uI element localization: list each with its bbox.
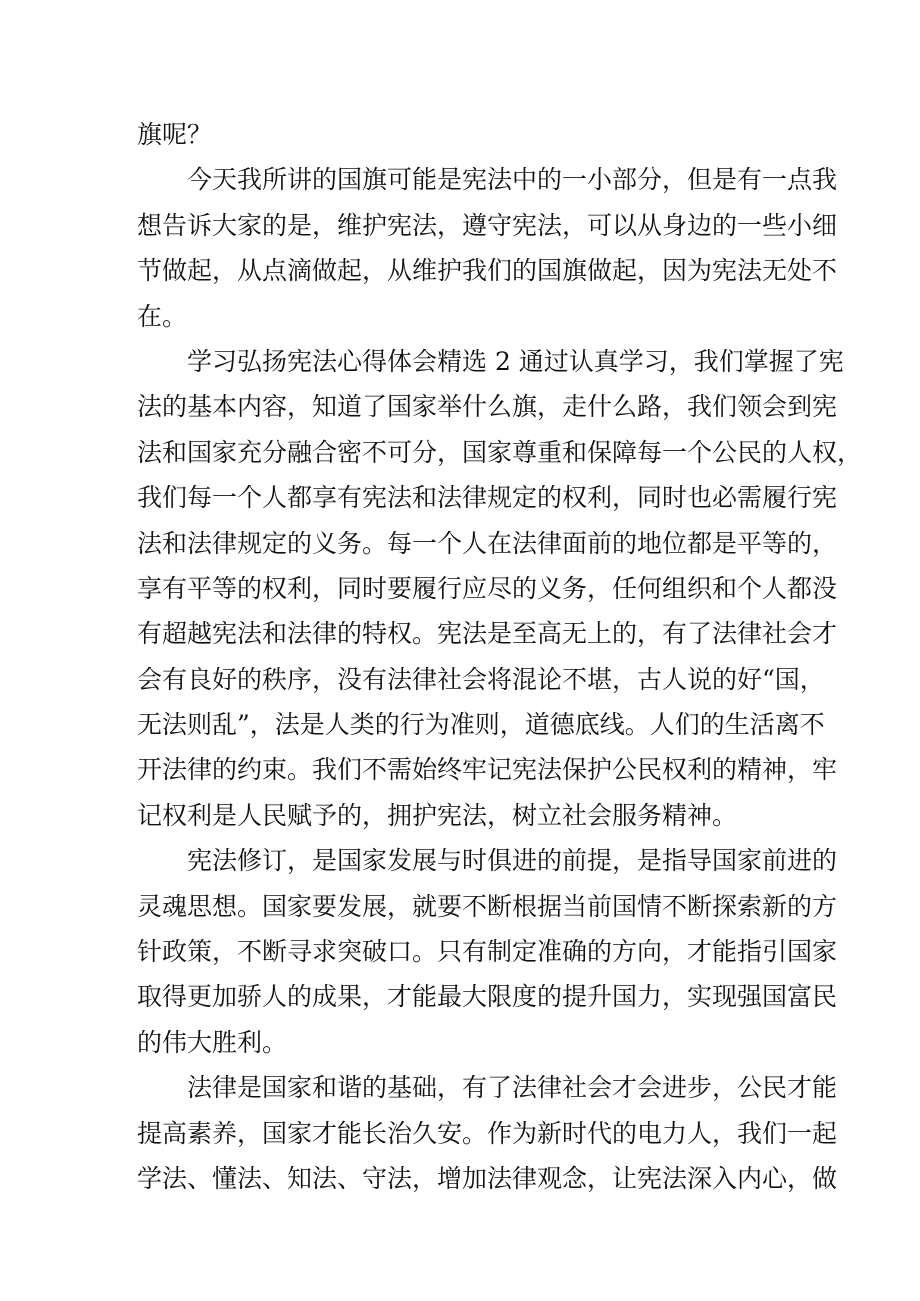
text-line: 有超越宪法和法律的特权。宪法是至高无上的，有了法律社会才 [137, 619, 838, 649]
text-line: 节做起，从点滴做起，从维护我们的国旗做起，因为宪法无处不 [137, 256, 838, 286]
text-line: 享有平等的权利，同时要履行应尽的义务，任何组织和个人都没 [137, 573, 838, 603]
text-line: 今天我所讲的国旗可能是宪法中的一小部分，但是有一点我 [187, 165, 838, 195]
text-line: 法的基本内容，知道了国家举什么旗，走什么路，我们领会到宪 [137, 392, 838, 422]
text-line: 宪法修订，是国家发展与时俱进的前提，是指导国家前进的 [187, 846, 838, 876]
text-line: 会有良好的秩序，没有法律社会将混论不堪，古人说的好“国， [137, 664, 825, 694]
text-line: 的伟大胜利。 [137, 1027, 288, 1057]
text-line: 法和国家充分融合密不可分，国家尊重和保障每一个公民的人权， [137, 437, 863, 467]
text-line: 开法律的约束。我们不需始终牢记宪法保护公民权利的精神，牢 [137, 755, 838, 785]
text-line: 无法则乱”，法是人类的行为准则，道德底线。人们的生活离不 [137, 710, 825, 740]
text-line: 取得更加骄人的成果，才能最大限度的提升国力，实现强国富民 [137, 982, 838, 1012]
text-line: 提高素养，国家才能长治久安。作为新时代的电力人，我们一起 [137, 1118, 838, 1148]
text-line: 学法、懂法、知法、守法，增加法律观念，让宪法深入内心，做 [137, 1163, 838, 1193]
document-body [137, 112, 863, 1201]
text-line: 学习弘扬宪法心得体会精选 2 通过认真学习，我们掌握了宪 [187, 346, 844, 376]
text-line: 我们每一个人都享有宪法和法律规定的权利，同时也必需履行宪 [137, 483, 838, 513]
text-line: 在。 [137, 301, 188, 331]
text-line: 法律是国家和谐的基础，有了法律社会才会进步，公民才能 [187, 1073, 838, 1103]
text-line: 旗呢？ [137, 120, 213, 149]
text-line: 灵魂思想。国家要发展，就要不断根据当前国情不断探索新的方 [137, 891, 838, 921]
text-line: 法和法律规定的义务。每一个人在法律面前的地位都是平等的， [137, 528, 838, 558]
text-line: 记权利是人民赋予的，拥护宪法，树立社会服务精神。 [137, 800, 738, 830]
text-line: 想告诉大家的是，维护宪法，遵守宪法，可以从身边的一些小细 [137, 210, 838, 240]
text-line: 针政策，不断寻求突破口。只有制定准确的方向，才能指引国家 [137, 937, 838, 967]
